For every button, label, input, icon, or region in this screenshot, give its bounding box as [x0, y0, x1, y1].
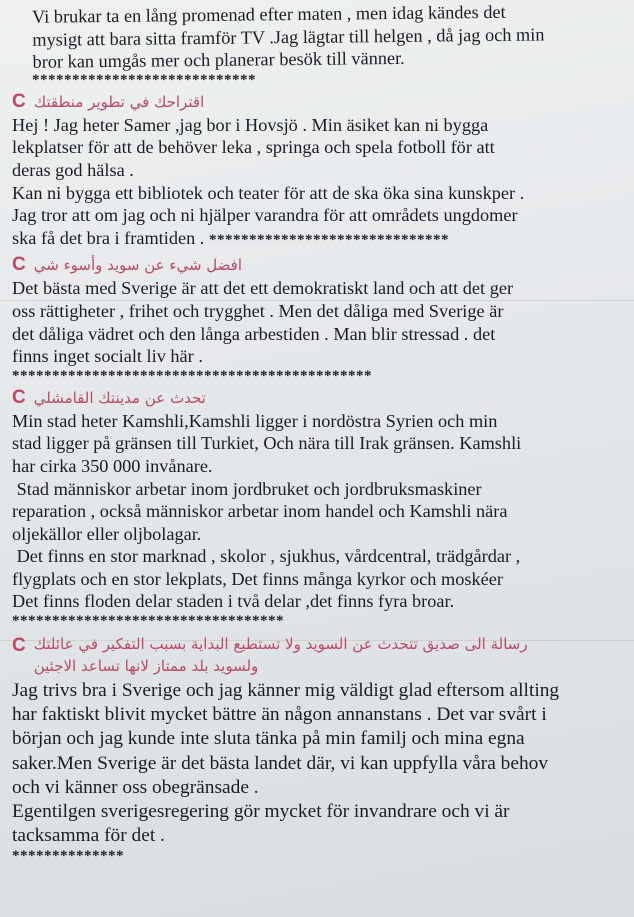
text-line: deras god hälsa . — [12, 159, 134, 180]
section-paragraph — [12, 114, 624, 252]
text-line — [12, 227, 624, 252]
section-letter-to-friend — [12, 633, 624, 864]
section-suggestion — [12, 90, 624, 252]
section-marker: C — [12, 254, 26, 276]
section-marker: C — [12, 635, 26, 657]
text-line: reparation , också människor arbetar inom handel och Kamshli nära — [12, 501, 508, 522]
text-line: flygplats och en stor lekplats, Det finns många kyrkor och moskéer — [12, 568, 503, 589]
arabic-heading: اقتراحك في تطوير منطقتك — [33, 92, 205, 111]
text-line: Egentilgen sverigesregering gör mycket för invandrare och vi är — [12, 801, 510, 823]
text-line: och vi känner oss obegränsade . — [12, 776, 259, 798]
text-line: Stad människor arbetar inom jordbruket och jordbruksmaskiner — [12, 478, 482, 499]
text-line: Jag tror att om jag och ni hjälper varandra för att områdets ungdomer — [12, 205, 518, 226]
text-line: Min stad heter Kamshli,Kamshli ligger i nordöstra Syrien och min — [12, 410, 498, 431]
section-marker: C — [12, 386, 26, 408]
text-line-end: ska få det bra i framtiden . — [12, 227, 205, 248]
text-line: Jag trivs bra i Sverige och jag känner mig väldigt glad eftersom allting — [12, 680, 560, 702]
text-line: det dåliga vädret och den långa arbestiden . Man blir stressad . det — [12, 323, 496, 344]
section-paragraph — [12, 679, 624, 848]
text-line: Kan ni bygga ett bibliotek och teater för att de ska öka sina kunskper . — [12, 182, 525, 203]
section-best-worst — [12, 253, 624, 383]
text-line: Vi brukar ta en lång promenad efter maten , men idag kändes det — [32, 1, 506, 27]
text-line: stad ligger på gränsen till Turkiet, Och nära till Irak gränsen. Kamshli — [12, 433, 522, 454]
section-marker: C — [12, 90, 26, 112]
text-line: har cirka 350 000 invånare. — [12, 455, 213, 476]
text-line: har faktiskt blivit mycket bättre än någon annanstans . Det var svårt i — [12, 704, 547, 726]
text-line: Hej ! Jag heter Samer ,jag bor i Hovsjö . Min äsiket kan ni bygga — [12, 114, 489, 135]
text-line: Det finns en stor marknad , skolor , sjukhus, vårdcentral, trädgårdar , — [12, 546, 521, 567]
text-line: Det bästa med Sverige är att det ett demokratiskt land och att det ger — [12, 278, 514, 299]
text-line: saker.Men Sverige är det bästa landet där, vi kan uppfylla våra behov — [12, 752, 549, 774]
text-line: mysigt att bara sitta framför TV .Jag lägtar till helgen , då jag och min — [32, 24, 545, 50]
arabic-heading-line: ولسويد بلد ممتاز لانها تساعد الاجئين — [33, 657, 259, 676]
star-divider: ********************************** — [12, 613, 284, 630]
arabic-heading: افضل شيء عن سويد وأسوء شي — [33, 256, 242, 275]
text-line: oljekällor eller oljbolagar. — [12, 523, 202, 544]
section-paragraph — [12, 277, 624, 367]
text-line: oss rättigheter , frihet och trygghet . Men det dåliga med Sverige är — [12, 300, 504, 321]
section-hometown — [12, 386, 624, 629]
star-divider: ****************************** — [208, 231, 449, 248]
text-line: Det finns floden delar staden i två delar ,det finns fyra broar. — [12, 591, 455, 612]
star-divider: **************************** — [32, 71, 256, 88]
section-heading — [12, 253, 624, 277]
star-divider: ********************************************* — [12, 367, 372, 384]
text-line: tacksamma för det . — [12, 825, 165, 847]
paper-fold — [0, 640, 634, 641]
section-heading — [12, 386, 624, 410]
text-line: lekplatser för att de behöver leka , springa och spela fotboll för att — [12, 137, 495, 158]
intro-section — [12, 1, 624, 88]
star-divider: ************** — [12, 848, 124, 865]
text-line: början och jag kunde inte sluta tänka på min familj och mina egna — [12, 728, 525, 750]
intro-paragraph — [12, 0, 625, 74]
paper-fold — [0, 300, 634, 301]
section-paragraph — [12, 410, 624, 613]
text-line: finns inget socialt liv här . — [12, 346, 203, 367]
text-line: bror kan umgås mer och planerar besök till vänner. — [32, 48, 405, 72]
section-heading — [12, 90, 624, 114]
arabic-heading: تحدث عن مدينتك القامشلي — [33, 388, 206, 407]
arabic-heading-line: رسالة الى صديق تتحدث عن السويد ولا تستطيع البداية بسبب التفكير في عائلتك — [33, 635, 528, 654]
